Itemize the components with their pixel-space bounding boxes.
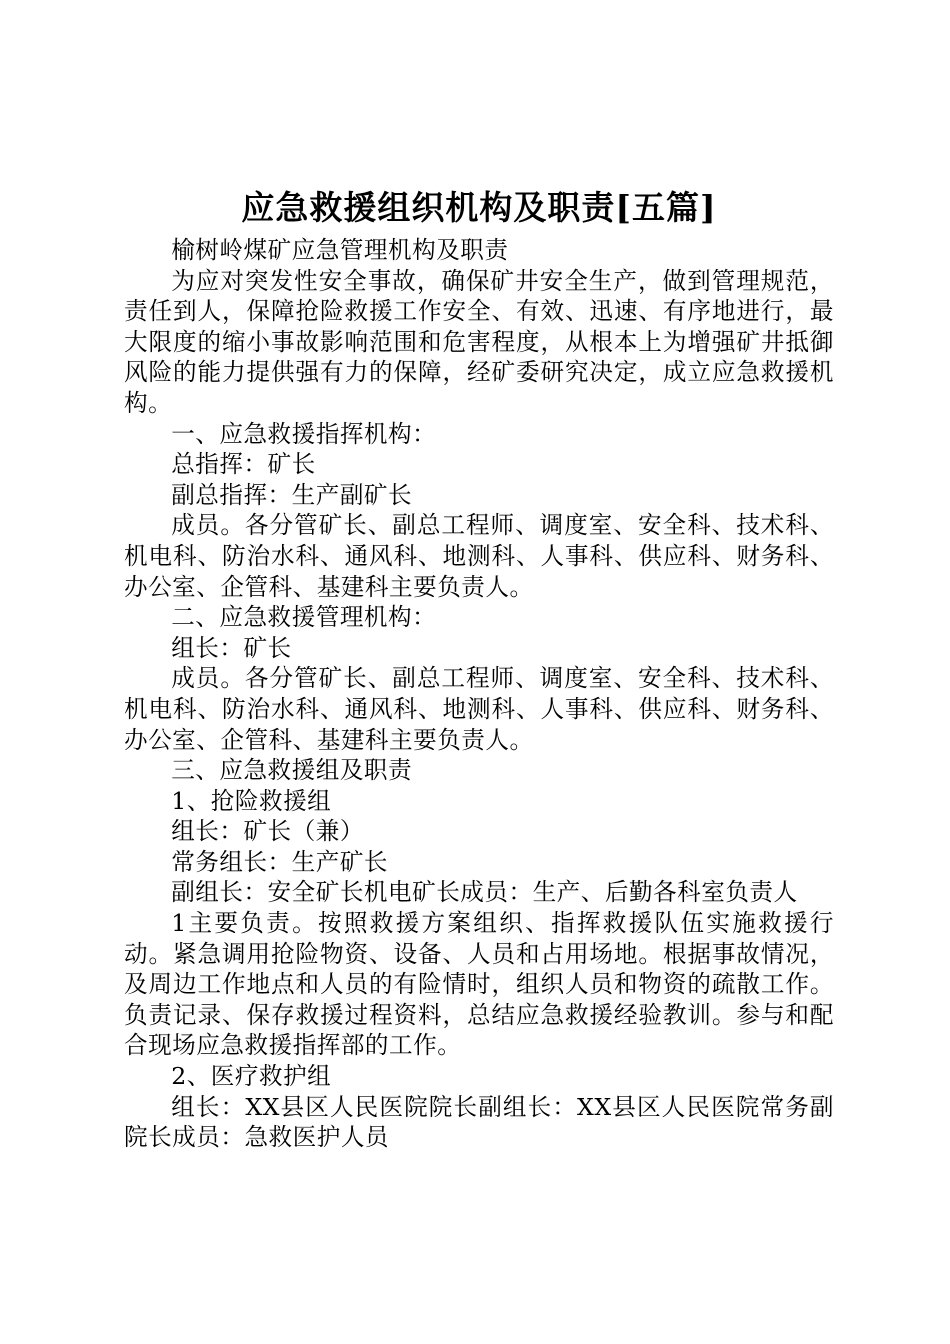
paragraph-subtitle: 榆树岭煤矿应急管理机构及职责: [171, 236, 509, 264]
heading-command-structure: 一、应急救援指挥机构：: [171, 419, 437, 448]
heading-rescue-group-1: 1、抢险救援组: [171, 786, 332, 815]
paragraph-intro: 为应对突发性安全事故，确保矿井安全生产，做到管理规范，责任到人，保障抢险救援工作安全、有效、迅速、有序地进行，最大限度的缩小事故影响范围和危害程度，从根本上为增强矿井抵御风险的能力提供强有力的保障，经矿委研究决定，成立应急救援机构。: [124, 266, 834, 417]
paragraph-commander: 总指挥：矿长: [171, 450, 316, 479]
heading-management-structure: 二、应急救援管理机构：: [171, 603, 437, 632]
document-page: [124, 183, 834, 1153]
heading-medical-group: 2、医疗救护组: [171, 1062, 332, 1091]
document-title: 应急救援组织机构及职责[五篇]: [241, 188, 717, 227]
paragraph-rescue-executive-leader: 常务组长：生产矿长: [171, 847, 389, 876]
paragraph-rescue-duties: 1主要负责。按照救援方案组织、指挥救援队伍实施救援行动。紧急调用抢险物资、设备、人员和占用场地。根据事故情况，及周边工作地点和人员的有险情时，组织人员和物资的疏散工作。负责记录、保存救援过程资料，总结应急救援经验教训。参与和配合现场应急救援指挥部的工作。: [124, 909, 834, 1060]
paragraph-management-members: 成员。各分管矿长、副总工程师、调度室、安全科、技术科、机电科、防治水科、通风科、地测科、人事科、供应科、财务科、办公室、企管科、基建科主要负责人。: [124, 664, 834, 754]
paragraph-management-leader: 组长：矿长: [171, 633, 292, 662]
heading-rescue-groups: 三、应急救援组及职责: [171, 756, 413, 785]
paragraph-rescue-leader: 组长：矿长（兼）: [171, 817, 364, 846]
paragraph-deputy-commander: 副总指挥：生产副矿长: [171, 480, 413, 509]
paragraph-command-members: 成员。各分管矿长、副总工程师、调度室、安全科、技术科、机电科、防治水科、通风科、地测科、人事科、供应科、财务科、办公室、企管科、基建科主要负责人。: [124, 511, 834, 601]
paragraph-rescue-deputy-leader: 副组长：安全矿长机电矿长成员：生产、后勤各科室负责人: [171, 878, 798, 907]
paragraph-medical-leaders: 组长：XX县区人民医院院长副组长：XX县区人民医院常务副院长成员：急救医护人员: [124, 1092, 834, 1152]
